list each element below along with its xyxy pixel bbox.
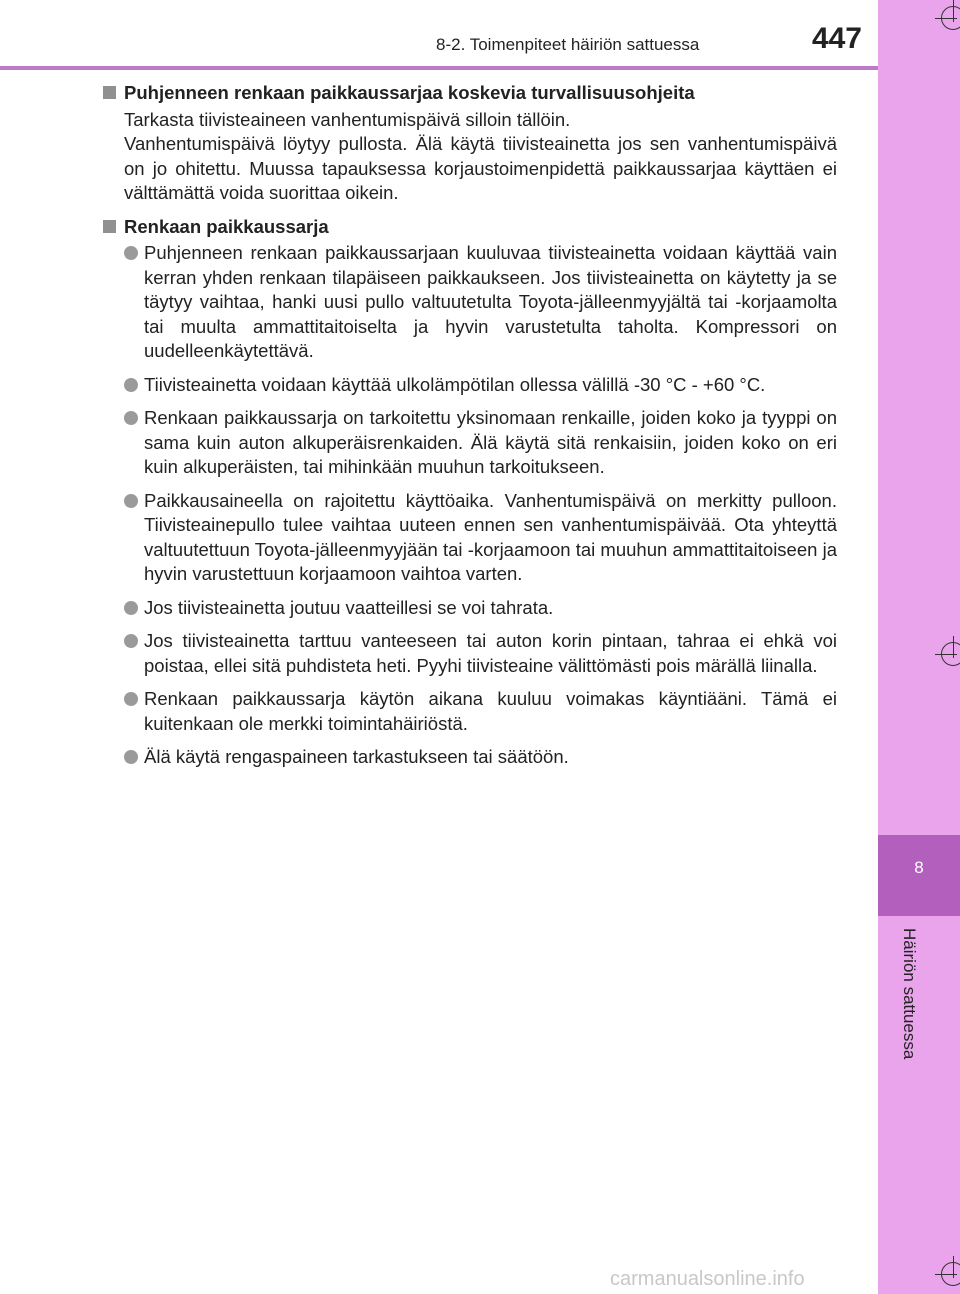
header-divider: [0, 66, 878, 70]
section-heading-text: Renkaan paikkaussarja: [124, 215, 329, 237]
header-section-title: 8-2. Toimenpiteet häiriön sattuessa: [436, 35, 700, 54]
section-paragraph: [124, 108, 837, 206]
page-number: 447: [811, 22, 862, 55]
list-item: [124, 596, 837, 621]
watermark: carmanualsonline.info: [610, 1268, 805, 1290]
list-item-text: Puhjenneen renkaan paikkaussarjaan kuuluvaa tiivisteainetta voidaan käyttää vain kerran yhden renkaan tilapäiseen paikkaukseen. Jos tiivisteainetta on käytetty ja se täytyy vaihtaa, hanki uusi pullo valtuutetulta Toyota-jälleenmyyjältä tai -korjaamolta tai muulta ammattitaitoiselta ja hyvin varustetulta taholta. Kompressori on uudelleenkäytettävä.: [144, 242, 837, 361]
section-heading-text: Puhjenneen renkaan paikkaussarjaa koskevia turvallisuusohjeita: [124, 82, 695, 103]
list-item-text: Renkaan paikkaussarja on tarkoitettu yksinomaan renkaille, joiden koko ja tyyppi on sama kuin auton alkuperäisrenkaiden. Älä käytä sitä renkaisiin, joiden koko on eri kuin alkuperäisten, tai mihinkään muuhun tarkoitukseen.: [144, 407, 837, 477]
circle-bullet-icon: [124, 494, 138, 508]
circle-bullet-icon: [124, 378, 138, 392]
circle-bullet-icon: [124, 692, 138, 706]
list-item-text: Tiivisteainetta voidaan käyttää ulkolämpötilan ollessa välillä -30 °C - +60 °C.: [144, 373, 766, 395]
paragraph-line: Vanhentumispäivä löytyy pullosta. Älä käytä tiivisteainetta jos sen vanhentumispäivä on jo ohitettu. Muussa tapauksessa korjaustoimenpidettä paikkaussarjaa käyttäen ei välttämättä voida suorittaa oikein.: [124, 133, 837, 203]
section-heading-safety: [103, 81, 837, 106]
circle-bullet-icon: [124, 634, 138, 648]
page-content: [103, 81, 837, 779]
list-item: [124, 406, 837, 480]
list-item-text: Jos tiivisteainetta tarttuu vanteeseen tai auton korin pintaan, tahraa ei ehkä voi poistaa, ellei sitä puhdisteta heti. Pyyhi tiivisteaine välittömästi pois märällä liinalla.: [144, 630, 837, 676]
circle-bullet-icon: [124, 750, 138, 764]
list-item-text: Älä käytä rengaspaineen tarkastukseen tai säätöön.: [144, 746, 569, 767]
circle-bullet-icon: [124, 246, 138, 260]
list-item: [124, 687, 837, 736]
list-item: [124, 373, 837, 398]
chapter-number: 8: [914, 858, 924, 877]
circle-bullet-icon: [124, 601, 138, 615]
circle-bullet-icon: [124, 411, 138, 425]
chapter-title: Häiriön sattuessa: [900, 928, 919, 1060]
list-item: [124, 629, 837, 678]
list-item-text: Jos tiivisteainetta joutuu vaatteillesi se voi tahrata.: [144, 596, 554, 618]
list-item: [124, 241, 837, 364]
list-item: [124, 489, 837, 587]
list-item-text: Paikkausaineella on rajoitettu käyttöaika. Vanhentumispäivä on merkitty pulloon. Tiivisteainepullo tulee vaihtaa uuteen ennen sen vanhentumispäivää. Ota yhteyttä valtuutettuun Toyota-jälleenmyyjään tai -korjaamoon tai muuhun ammattitaitoiseen ja hyvin varustettuun korjaamoon vaihtoa varten.: [144, 489, 837, 584]
square-bullet-icon: [103, 220, 116, 233]
paragraph-line: Tarkasta tiivisteaineen vanhentumispäivä silloin tällöin.: [124, 108, 571, 130]
square-bullet-icon: [103, 86, 116, 99]
list-item: [124, 745, 837, 770]
list-item-text: Renkaan paikkaussarja käytön aikana kuuluu voimakas käyntiääni. Tämä ei kuitenkaan ole merkki toimintahäiriöstä.: [144, 688, 837, 734]
section-heading-kit: [103, 215, 837, 240]
